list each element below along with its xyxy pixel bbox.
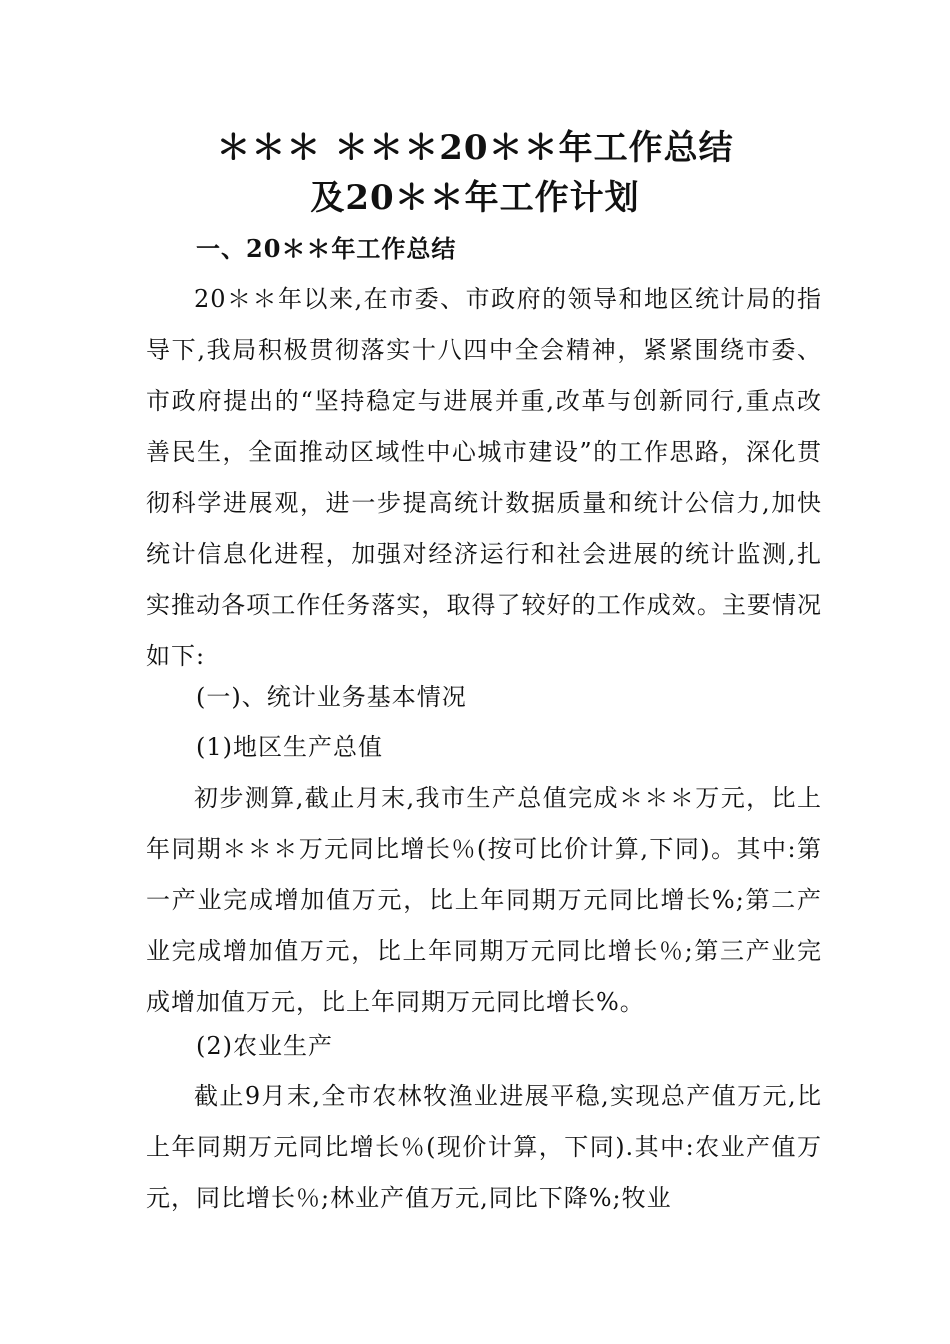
document-title-line2: 及20＊＊年工作计划: [310, 178, 640, 218]
subsection1-heading: (一)、统计业务基本情况: [196, 683, 467, 711]
section1-heading: 一、20＊＊年工作总结: [196, 234, 457, 263]
item2-paragraph: 截止9月末,全市农林牧渔业进展平稳,实现总产值万元,比上年同期万元同比增长％(现价计算，下同).其中:农业产值万元，同比增长％;林业产值万元,同比下降%;牧业: [146, 1082, 822, 1212]
intro-paragraph: 20＊＊年以来,在市委、市政府的领导和地区统计局的指导下,我局积极贯彻落实十八四中全会精神，紧紧围绕市委、市政府提出的“坚持稳定与进展并重,改革与创新同行,重点改善民生，全面推动区域性中心城市建设”的工作思路，深化贯彻科学进展观，进一步提高统计数据质量和统计公信力,加快统计信息化进程，加强对经济运行和社会进展的统计监测,扎实推动各项工作任务落实，取得了较好的工作成效。主要情况如下:: [146, 285, 822, 670]
item1-paragraph: 初步测算,截止月末,我市生产总值完成＊＊＊万元，比上年同期＊＊＊万元同比增长％(按可比价计算,下同)。其中:第一产业完成增加值万元，比上年同期万元同比增长%;第二产业完成增加值万元，比上年同期万元同比增长％;第三产业完成增加值万元，比上年同期万元同比增长%。: [146, 784, 822, 1016]
item2-heading: (2)农业生产: [196, 1032, 333, 1060]
document-title-line1: ＊＊＊ ＊＊＊20＊＊年工作总结: [216, 128, 734, 168]
item1-heading: (1)地区生产总值: [196, 733, 383, 761]
